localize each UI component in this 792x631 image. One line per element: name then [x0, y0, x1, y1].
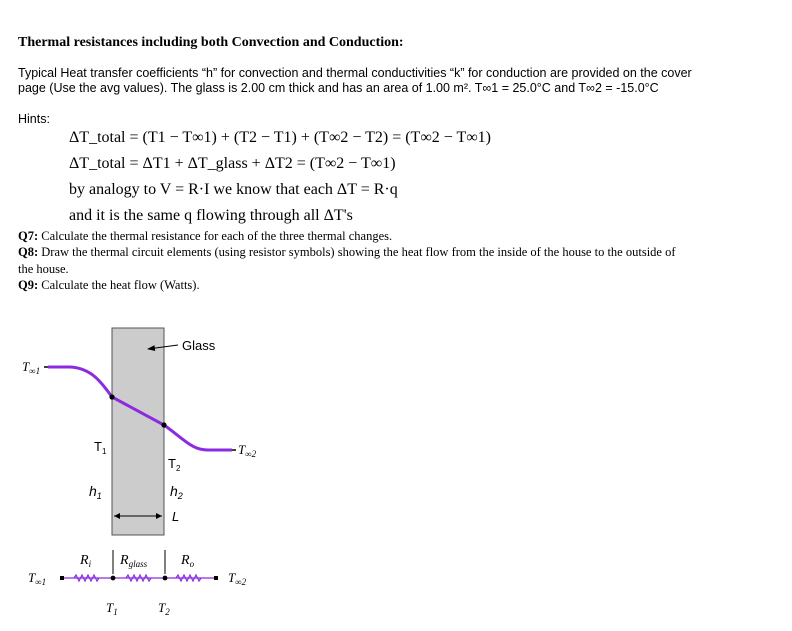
t-inf2-label: $T_{\infty 2}$ — [238, 442, 257, 459]
resistor-ro-symbol — [176, 575, 201, 581]
circuit-node-t1 — [111, 576, 116, 581]
t1-label: $T_1$ — [94, 439, 107, 456]
t2-label: $T_2$ — [168, 456, 181, 473]
intro-line-1: Typical Heat transfer coefficients “h” for convection and thermal conductivities “k” for conduction are provided on the cover — [18, 66, 692, 80]
h1-label: $h_1$ — [89, 483, 102, 501]
equation-ohm-analogy: by analogy to V = R·I we know that each ΔT = R·q — [69, 181, 398, 198]
circuit-ro-label: $R_o$ — [181, 553, 195, 569]
hints-label: Hints: — [18, 112, 50, 126]
equation-total-temperature-change: ΔT_total = (T1 − T∞1) + (T2 − T1) + (T∞2 − T2) = (T∞2 − T∞1) — [69, 129, 491, 146]
question-8-text-line-1: Draw the thermal circuit elements (using resistor symbols) showing the heat flow from the inside of the house to the outside of — [38, 245, 676, 259]
circuit-rglass-label: $R_{glass}$ — [120, 553, 148, 569]
t-inf1-label: $T_{\infty 1}$ — [22, 359, 41, 376]
question-7-label: Q7: — [18, 229, 39, 243]
circuit-node-t-inf1 — [60, 576, 64, 580]
page-title: Thermal resistances including both Convection and Conduction: — [18, 35, 404, 50]
circuit-t-inf1-label: $T_{\infty 1}$ — [28, 570, 47, 587]
equation-same-heat-flow: and it is the same q flowing through all ΔT's — [69, 207, 353, 224]
question-8-continued: the house. — [18, 262, 69, 276]
surface-point-t1 — [109, 394, 114, 399]
question-7-text: Calculate the thermal resistance for each of the three thermal changes. — [38, 229, 393, 243]
resistor-rglass-symbol — [126, 575, 151, 581]
h2-label: $h_2$ — [170, 483, 183, 501]
circuit-t-inf2-label: $T_{\infty 2}$ — [228, 570, 247, 587]
glass-label: Glass — [182, 338, 216, 353]
intro-line-2: page (Use the avg values). The glass is 2.00 cm thick and has an area of 1.00 m². T∞1 = 25.0°C and T∞2 = -15.0°C — [18, 81, 659, 95]
question-8-label: Q8: — [18, 245, 39, 259]
resistor-ri-symbol — [74, 575, 99, 581]
circuit-node-t-inf2 — [214, 576, 218, 580]
circuit-t2-label: $T_2$ — [158, 600, 170, 617]
circuit-ri-label: $R_i$ — [80, 553, 92, 569]
circuit-t1-label: $T_1$ — [106, 600, 118, 617]
equation-sum-of-changes: ΔT_total = ΔT1 + ΔT_glass + ΔT2 = (T∞2 − T∞1) — [69, 155, 396, 172]
thickness-label: L — [172, 509, 180, 524]
question-9-label: Q9: — [18, 278, 39, 292]
question-9-text: Calculate the heat flow (Watts). — [38, 278, 200, 292]
surface-point-t2 — [161, 422, 166, 427]
circuit-node-t2 — [163, 576, 168, 581]
glass-pane — [112, 328, 164, 535]
